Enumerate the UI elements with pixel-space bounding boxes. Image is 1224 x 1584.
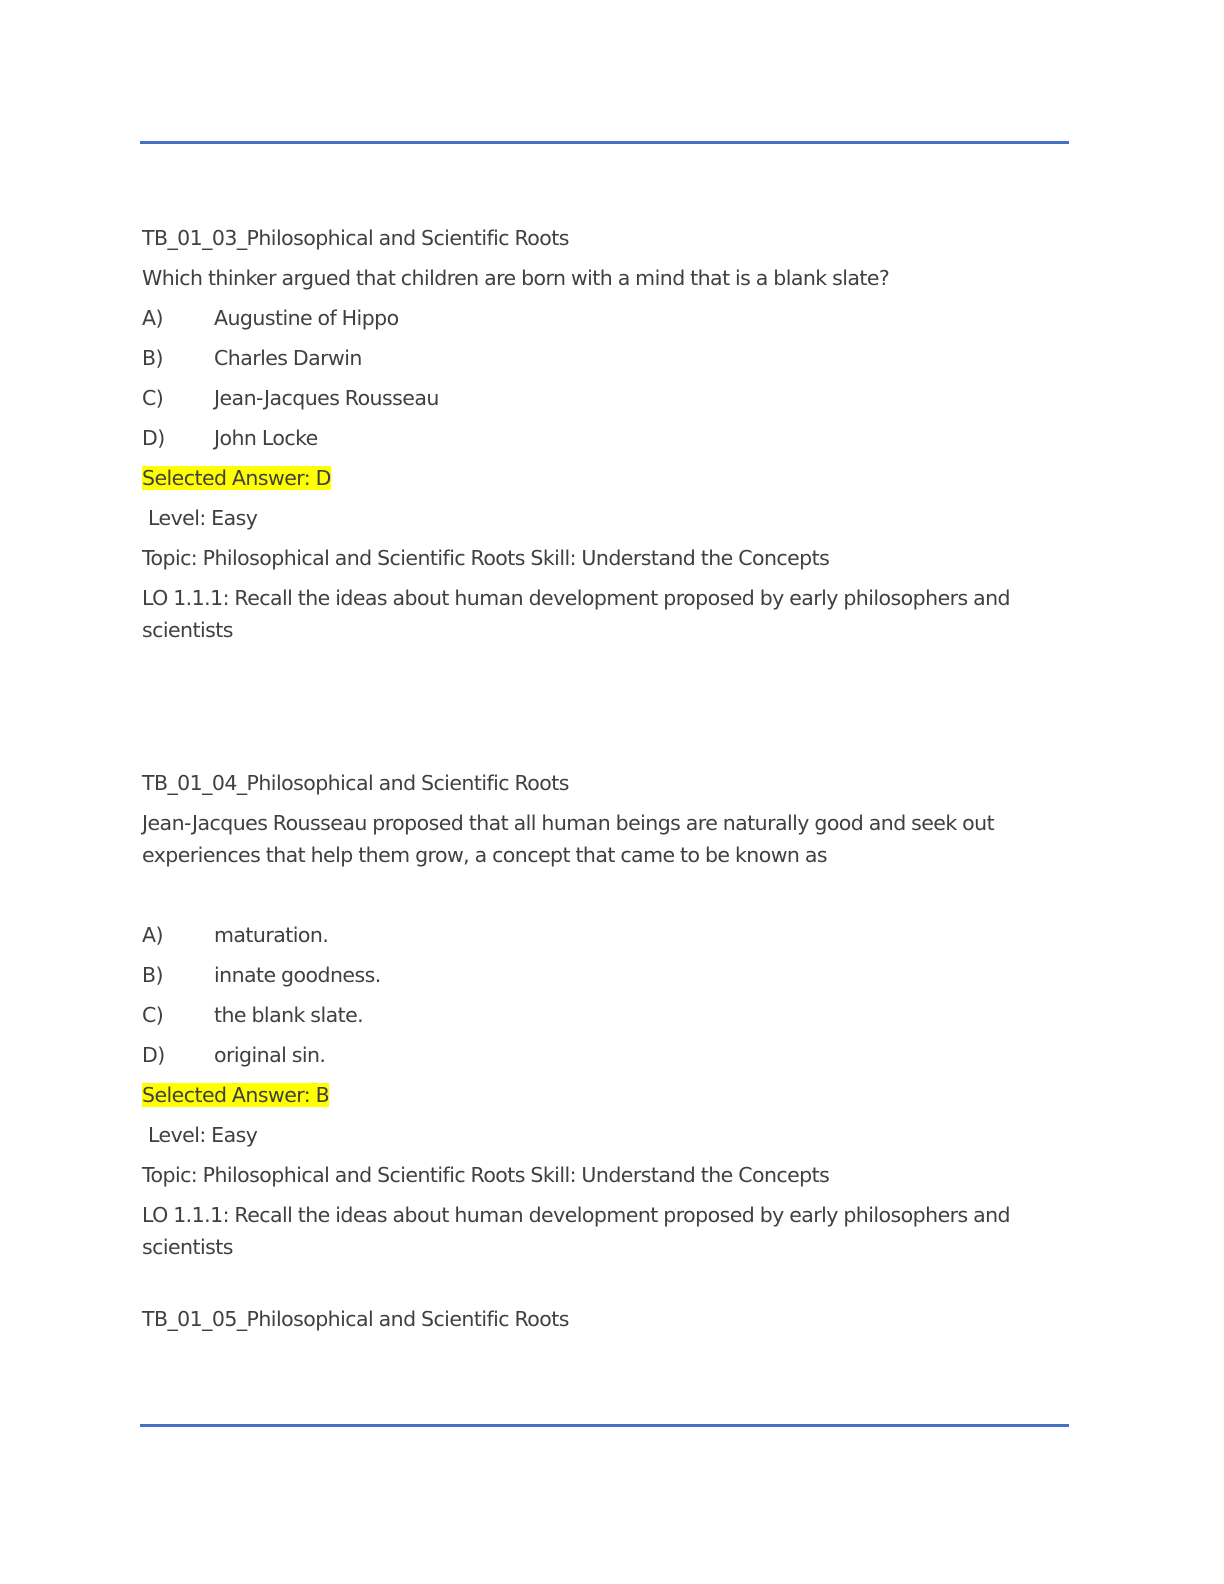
option-b [142, 959, 1072, 991]
option-text: maturation. [214, 923, 329, 947]
option-letter: D) [142, 1043, 165, 1067]
option-a [142, 302, 1072, 334]
option-text: Charles Darwin [214, 346, 362, 370]
question-text: Jean-Jacques Rousseau proposed that all human beings are naturally good and seek out experiences that help them grow, a concept that came to be known as [142, 811, 995, 867]
question-id: TB_01_04_Philosophical and Scientific Roots [142, 771, 569, 795]
option-letter: D) [142, 426, 165, 450]
topic: Topic: Philosophical and Scientific Roots Skill: Understand the Concepts [142, 1163, 830, 1187]
selected-answer: Selected Answer: B [142, 1083, 330, 1107]
option-b [142, 342, 1072, 374]
question-block [142, 767, 1072, 1263]
option-c [142, 382, 1072, 414]
topic: Topic: Philosophical and Scientific Roots Skill: Understand the Concepts [142, 546, 830, 570]
option-letter: A) [142, 306, 163, 330]
option-letter: C) [142, 386, 164, 410]
level: Level: Easy [148, 1123, 258, 1147]
level: Level: Easy [148, 506, 258, 530]
option-letter: A) [142, 923, 163, 947]
question-id: TB_01_03_Philosophical and Scientific Roots [142, 226, 569, 250]
option-text: Jean-Jacques Rousseau [214, 386, 439, 410]
option-text: John Locke [214, 426, 318, 450]
option-text: original sin. [214, 1043, 326, 1067]
question-id: TB_01_05_Philosophical and Scientific Roots [142, 1307, 569, 1331]
selected-answer: Selected Answer: D [142, 466, 331, 490]
footer-rule [140, 1424, 1069, 1427]
option-letter: C) [142, 1003, 164, 1027]
option-text: the blank slate. [214, 1003, 364, 1027]
question-block [142, 222, 1072, 646]
option-d [142, 422, 1072, 454]
option-d [142, 1039, 1072, 1071]
document-body [142, 222, 1072, 1343]
option-a [142, 919, 1072, 951]
question-block [142, 1303, 1072, 1335]
learning-objective: LO 1.1.1: Recall the ideas about human development proposed by early philosophers and scientists [142, 586, 1011, 642]
learning-objective: LO 1.1.1: Recall the ideas about human development proposed by early philosophers and scientists [142, 1203, 1011, 1259]
option-text: innate goodness. [214, 963, 381, 987]
option-text: Augustine of Hippo [214, 306, 399, 330]
question-text: Which thinker argued that children are born with a mind that is a blank slate? [142, 266, 890, 290]
option-letter: B) [142, 346, 163, 370]
header-rule [140, 141, 1069, 144]
option-c [142, 999, 1072, 1031]
option-letter: B) [142, 963, 163, 987]
